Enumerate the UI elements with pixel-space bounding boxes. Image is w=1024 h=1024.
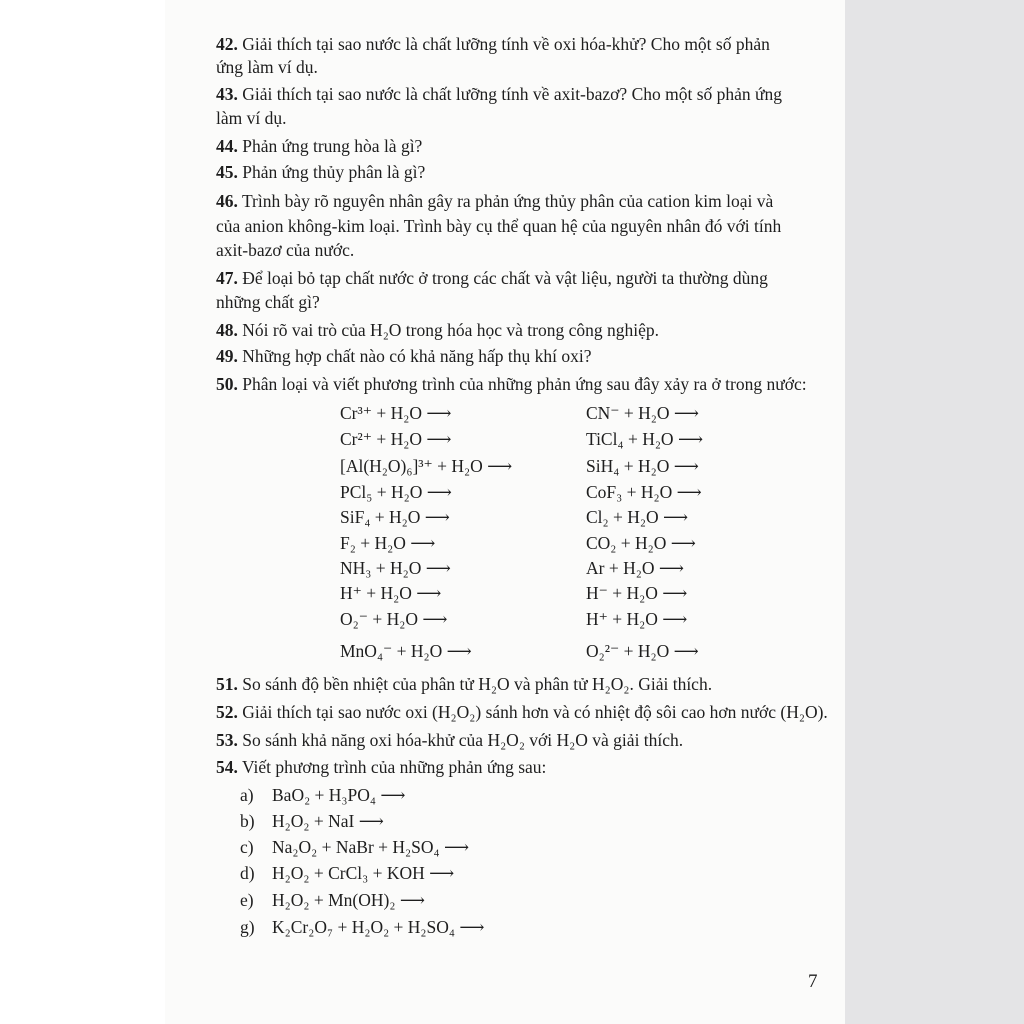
question-number: 44.: [216, 136, 238, 156]
reaction-left: [Al(H₂O)₆]³⁺ + H₂O ⟶: [340, 456, 513, 476]
question-number: 47.: [216, 268, 238, 288]
question-line: [216, 291, 320, 313]
reaction-left: Cr²⁺ + H₂O ⟶: [340, 429, 452, 449]
question-number: 52.: [216, 702, 238, 722]
reaction-right: CoF₃ + H₂O ⟶: [586, 482, 702, 502]
question-line: [216, 756, 546, 778]
sub-item-equation: H₂O₂ + CrCl₃ + KOH ⟶: [272, 863, 455, 883]
reaction-left: SiF₄ + H₂O ⟶: [340, 507, 450, 527]
reaction-right: CN⁻ + H₂O ⟶: [586, 403, 700, 423]
reaction-right: Cl₂ + H₂O ⟶: [586, 507, 689, 527]
question-text: ứng làm ví dụ.: [216, 57, 318, 77]
sub-item-equation: K₂Cr₂O₇ + H₂O₂ + H₂SO₄ ⟶: [272, 917, 485, 937]
question-text: Giải thích tại sao nước oxi (H₂O₂) sánh hơn và có nhiệt độ sôi cao hơn nước (H₂O).: [242, 702, 828, 722]
reaction-left: O₂⁻ + H₂O ⟶: [340, 609, 448, 629]
sub-item-label: b): [240, 811, 255, 831]
question-number: 50.: [216, 374, 238, 394]
question-text: Giải thích tại sao nước là chất lưỡng tính về oxi hóa-khử? Cho một số phản: [242, 34, 770, 54]
question-text: của anion không-kim loại. Trình bày cụ thể quan hệ của nguyên nhân đó với tính: [216, 216, 782, 236]
question-line: [216, 215, 781, 237]
question-text: Phản ứng thủy phân là gì?: [242, 162, 426, 182]
reaction-right: CO₂ + H₂O ⟶: [586, 533, 696, 553]
sub-item: [240, 810, 384, 832]
question-line: [216, 56, 318, 78]
sub-item-equation: BaO₂ + H₃PO₄ ⟶: [272, 785, 406, 805]
question-line: [216, 729, 683, 751]
question-line: [216, 135, 422, 157]
question-number: 54.: [216, 757, 238, 777]
sub-item-label: a): [240, 785, 254, 805]
sub-item-equation: H₂O₂ + Mn(OH)₂ ⟶: [272, 890, 425, 910]
reaction-right: SiH₄ + H₂O ⟶: [586, 456, 699, 476]
question-number: 42.: [216, 34, 238, 54]
question-text: Để loại bỏ tạp chất nước ở trong các chất và vật liệu, người ta thường dùng: [242, 268, 768, 288]
sub-item-label: c): [240, 837, 254, 857]
question-text: làm ví dụ.: [216, 108, 287, 128]
reaction-right: H⁻ + H₂O ⟶: [586, 583, 688, 603]
question-text: So sánh độ bền nhiệt của phân tử H₂O và phân tử H₂O₂. Giải thích.: [242, 674, 713, 694]
question-line: [216, 190, 773, 212]
question-text: Những hợp chất nào có khả năng hấp thụ khí oxi?: [242, 346, 592, 366]
question-text: Phân loại và viết phương trình của những phản ứng sau đây xảy ra ở trong nước:: [242, 374, 807, 394]
page-number: 7: [808, 971, 818, 992]
question-number: 46.: [216, 191, 238, 211]
page-edge: [845, 0, 1024, 1024]
question-text: So sánh khả năng oxi hóa-khử của H₂O₂ với H₂O và giải thích.: [242, 730, 684, 750]
question-line: [216, 345, 591, 367]
reaction-left: F₂ + H₂O ⟶: [340, 533, 436, 553]
reaction-right: O₂²⁻ + H₂O ⟶: [586, 641, 699, 661]
sub-item-equation: Na₂O₂ + NaBr + H₂SO₄ ⟶: [272, 837, 470, 857]
sub-item-label: g): [240, 917, 255, 937]
reaction-right: TiCl₄ + H₂O ⟶: [586, 429, 704, 449]
question-text: Nói rõ vai trò của H₂O trong hóa học và trong công nghiệp.: [242, 320, 660, 340]
question-line: [216, 161, 425, 183]
sub-item-label: e): [240, 890, 254, 910]
question-number: 49.: [216, 346, 238, 366]
question-line: [216, 33, 770, 55]
reaction-right: H⁺ + H₂O ⟶: [586, 609, 688, 629]
question-text: Viết phương trình của những phản ứng sau:: [241, 757, 547, 777]
sub-item-label: d): [240, 863, 255, 883]
reaction-right: Ar + H₂O ⟶: [586, 558, 684, 578]
question-line: [216, 267, 768, 289]
reaction-left: PCl₅ + H₂O ⟶: [340, 482, 452, 502]
question-line: [216, 673, 712, 695]
sub-item: [240, 784, 405, 806]
question-line: [216, 83, 782, 105]
question-line: [216, 373, 807, 395]
question-text: Trình bày rõ nguyên nhân gây ra phản ứng thủy phân của cation kim loại và: [241, 191, 774, 211]
question-line: [216, 319, 659, 341]
sub-item: [240, 889, 425, 911]
reaction-left: MnO₄⁻ + H₂O ⟶: [340, 641, 472, 661]
question-text: Giải thích tại sao nước là chất lưỡng tính về axit-bazơ? Cho một số phản ứng: [242, 84, 783, 104]
sub-item-equation: H₂O₂ + NaI ⟶: [272, 811, 384, 831]
question-text: axit-bazơ của nước.: [216, 240, 355, 260]
question-line: [216, 239, 354, 261]
reaction-left: H⁺ + H₂O ⟶: [340, 583, 442, 603]
sub-item: [240, 862, 454, 884]
reaction-left: NH₃ + H₂O ⟶: [340, 558, 451, 578]
question-text: Phản ứng trung hòa là gì?: [242, 136, 423, 156]
question-number: 51.: [216, 674, 238, 694]
sub-item: [240, 916, 484, 938]
question-number: 45.: [216, 162, 238, 182]
question-line: [216, 107, 286, 129]
sub-item: [240, 836, 469, 858]
question-line: [216, 701, 828, 723]
question-number: 48.: [216, 320, 238, 340]
question-number: 43.: [216, 84, 238, 104]
reaction-left: Cr³⁺ + H₂O ⟶: [340, 403, 452, 423]
question-number: 53.: [216, 730, 238, 750]
question-text: những chất gì?: [216, 292, 320, 312]
